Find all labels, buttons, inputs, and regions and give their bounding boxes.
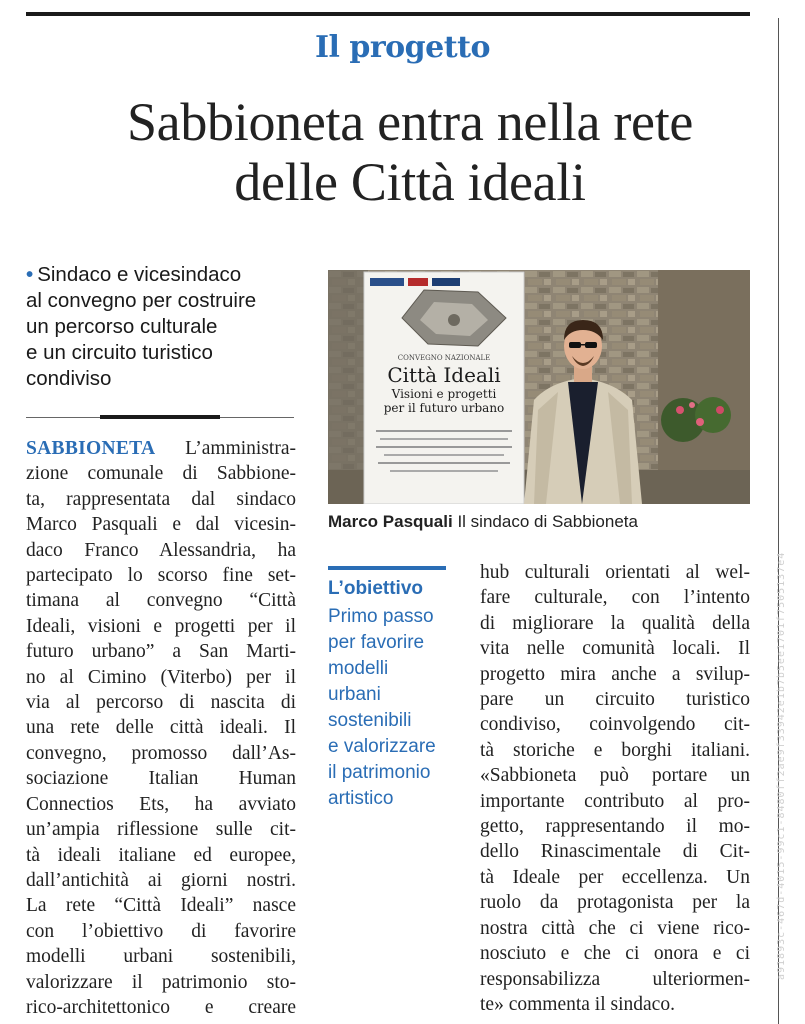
callout-line: per favorire [328,632,425,653]
body-line: modelli urbani sostenibili, [26,946,296,968]
callout-title: L’obiettivo [328,578,423,599]
body-line: timana al convegno “Città [26,590,296,612]
body-line: «Sabbioneta può portare un [480,765,750,787]
body-line: getto, rappresentando il mo- [480,816,750,838]
callout-rule [328,566,446,570]
dateline: SABBIONETA [26,438,156,459]
body-line: nostra città che ci viene rico- [480,917,750,939]
banner-line: per il futuro urbano [383,401,505,415]
banner [364,272,524,504]
summary-line: un percorso culturale [26,315,218,338]
body-line: nosciuto e che ci onora e ci [480,943,750,965]
headline-line: Sabbioneta entra nella rete [126,92,694,152]
body-line: via al percorso di nascita di [26,692,296,714]
callout-line: e valorizzare [328,736,436,757]
bullet-icon: • [26,263,34,286]
body-line: pare un circuito turistico [480,689,750,711]
callout-line: Primo passo [328,606,434,627]
callout-line: urbani [328,684,381,705]
body-line: vita nelle comunità locali. Il [480,638,750,660]
body-line: responsabilizza ulteriormen- [480,968,750,990]
body-line: no al Cimino (Viterbo) per il [26,666,296,688]
body-line: Marco Pasquali e dal vicesin- [26,514,296,536]
summary-rule-accent [100,415,220,419]
body-line: futuro urbano” a San Marti- [26,641,296,663]
callout-line: artistico [328,788,394,809]
callout-line: modelli [328,658,389,679]
headline [30,92,790,212]
body-first-text: L’amministra- [155,438,296,459]
summary-line: condiviso [26,367,112,390]
body-line: sociazione Italian Human [26,768,296,790]
body-line: Ideali, visioni e progetti per il [26,615,296,637]
caption-name: Marco Pasquali [328,512,453,531]
body-line: partecipato lo scorso fine set- [26,565,296,587]
body-line: una rete delle città ideali. Il [26,717,296,739]
summary-line: e un circuito turistico [26,341,213,364]
summary-line: al convegno per costruire [26,289,257,312]
body-line: convegno, promosso dall’As- [26,742,296,764]
body-line: daco Franco Alessandria, ha [26,539,296,561]
banner-title: Città Ideali [387,363,501,387]
body-line: ta, rappresentata dal sindaco [26,488,296,510]
article-photo [328,270,750,504]
callout-text [328,604,468,812]
body-line: rico-architettonico e creare [26,996,296,1018]
headline-line: delle Città ideali [234,152,586,212]
banner-line: Visioni e progetti [391,387,497,401]
callout-line: sostenibili [328,710,412,731]
article-body-left [26,436,296,1020]
body-line: hub culturali orientati al wel- [480,562,750,583]
summary [26,262,308,392]
body-line: zione comunale di Sabbione- [26,463,296,485]
callout-line: il patrimonio [328,762,431,783]
body-line: La rete “Città Ideali” nasce [26,895,296,917]
body-line: tà storiche e borghi italiani. [480,739,750,761]
body-line: valorizzare il patrimonio sto- [26,971,296,993]
body-line: progetto mira anche a svilup- [480,663,750,685]
article-body-right [480,560,750,1017]
body-line: condiviso, coinvolgendo cit- [480,714,750,736]
body-line [26,436,296,461]
body-line: un’ampia riflessione sulle cit- [26,819,296,841]
body-line: tà ideali italiane ed europee, [26,844,296,866]
body-line: di migliorare la qualità della [480,612,750,634]
body-line: con l’obiettivo di favorire [26,920,296,942]
side-code: a91893c-467d-4015-99c1-8480ff2ae9f33942e1b7b5ee1701f7505137e4 [776,551,787,980]
body-line: dall’antichità ai giorni nostri. [26,869,296,891]
summary-text: Sindaco e vicesindaco [37,263,242,286]
caption-role: Il sindaco di Sabbioneta [457,512,638,531]
body-line: Connectios Ets, ha avviato [26,793,296,815]
body-line: importante contributo al pro- [480,790,750,812]
summary-line [26,262,308,288]
section-kicker: Il progetto [315,30,490,65]
body-line: tà Ideale per eccellenza. Un [480,866,750,888]
top-rule [26,12,750,16]
body-line: dello Rinascimentale di Cit- [480,841,750,863]
photo-caption [328,512,768,532]
banner-sub: CONVEGNO NAZIONALE [397,354,491,362]
body-line: te» commenta il sindaco. [480,993,675,1015]
body-line: fare culturale, con l’intento [480,587,750,609]
body-line: ruolo da protagonista per la [480,892,750,914]
photo-illustration [328,270,750,504]
